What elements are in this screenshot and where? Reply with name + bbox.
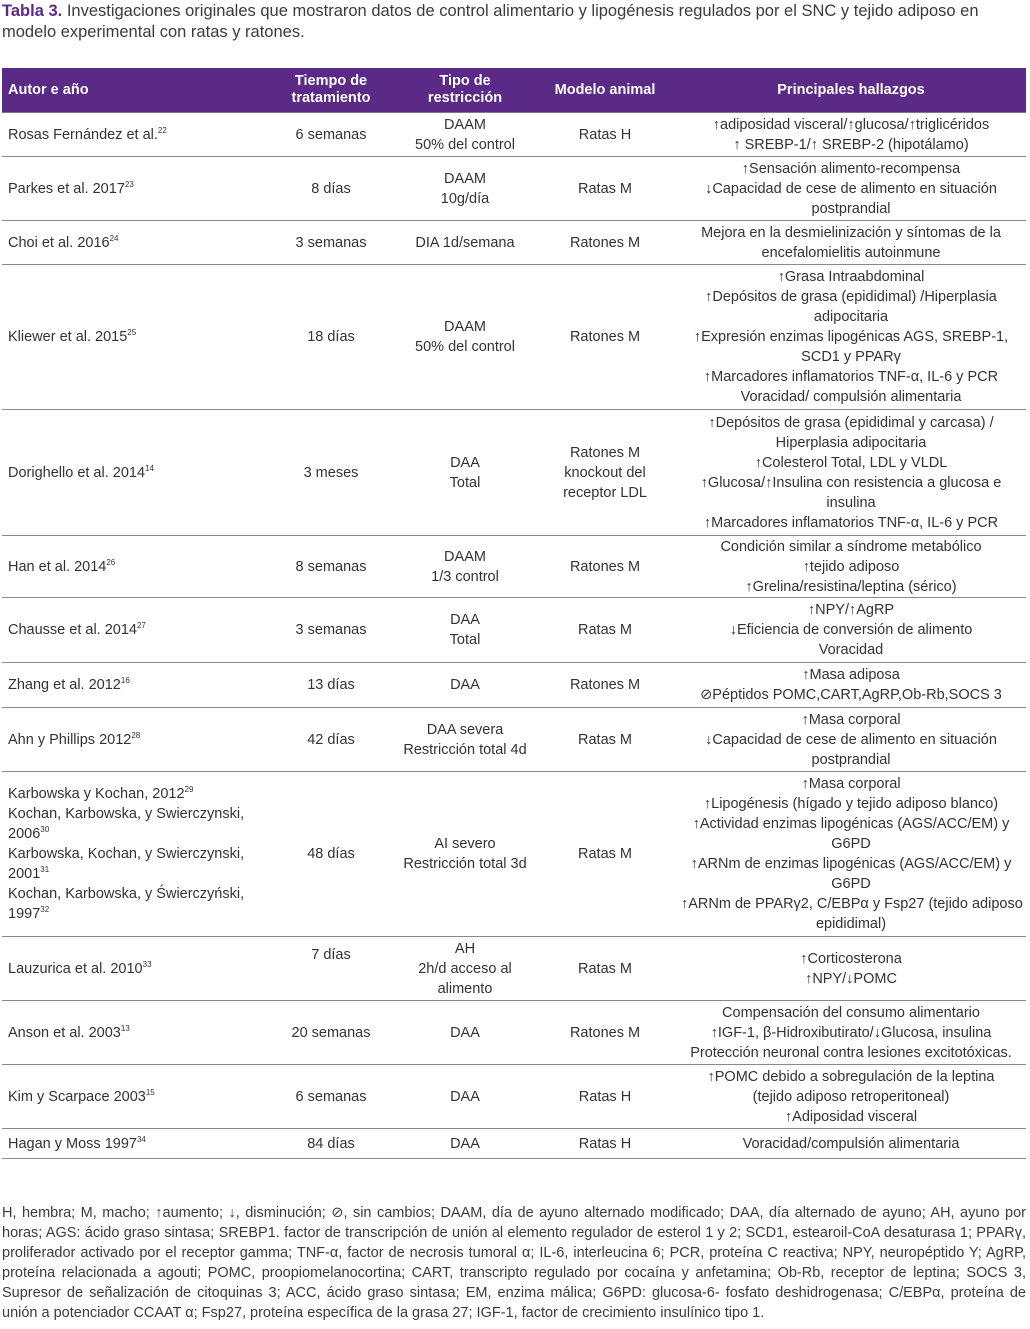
- cell-findings: [676, 663, 1026, 708]
- table-row: [2, 157, 1026, 221]
- cell-findings-line: ↑Adiposidad visceral: [784, 1108, 918, 1125]
- cell-findings-line: ↑Masa corporal: [801, 711, 901, 728]
- table-caption: [2, 1, 1026, 43]
- cell-model-line: Ratas M: [578, 846, 632, 862]
- table-body: [2, 113, 1026, 1159]
- cell-restriction-line: DAA: [450, 454, 480, 471]
- cell-restriction-line: DAA: [450, 1135, 480, 1152]
- author-name: Anson et al. 2003: [8, 1024, 121, 1041]
- cell-time: 20 semanas: [266, 1001, 396, 1065]
- reference-number: 13: [120, 1023, 130, 1033]
- cell-restriction-line: AI severo: [434, 836, 496, 852]
- table-row: [2, 598, 1026, 663]
- cell-findings-line: ↑Marcadores inflamatorios TNF-α, IL-6 y PCR: [703, 369, 999, 385]
- cell-model: [534, 937, 676, 1001]
- table-row: [2, 937, 1026, 1001]
- cell-findings-line: Compensación del consumo alimentario: [722, 1004, 980, 1021]
- reference-number: 24: [109, 233, 119, 243]
- cell-restriction-line: Total: [449, 474, 481, 491]
- cell-time: 13 días: [266, 663, 396, 708]
- cell-findings: [676, 157, 1026, 221]
- reference-number: 14: [145, 463, 154, 473]
- author-entry: [8, 730, 261, 750]
- header-findings: Principales hallazgos: [676, 68, 1026, 113]
- cell-time: 48 días: [266, 772, 396, 937]
- cell-restriction-line: Restricción total 4d: [403, 741, 527, 758]
- author-name: Chausse et al. 2014: [8, 622, 137, 638]
- cell-time: 3 meses: [266, 410, 396, 536]
- table-row: [2, 113, 1026, 157]
- cell-findings-line: ↑ SREBP-1/↑ SREBP-2 (hipotálamo): [733, 136, 969, 153]
- author-name: Kochan, Karbowska, y Świerczyński, 1997: [8, 886, 245, 922]
- author-name: Ahn y Phillips 2012: [8, 731, 132, 748]
- author-entry: [8, 327, 261, 347]
- cell-restriction: [396, 221, 534, 265]
- cell-findings-line: ↑Colesterol Total, LDL y VLDL: [754, 454, 948, 471]
- cell-findings-line: SCD1 y PPARγ: [801, 349, 901, 365]
- author-entry: [8, 1134, 261, 1154]
- cell-findings: [676, 1001, 1026, 1065]
- cell-model-line: Ratas M: [578, 180, 632, 197]
- cell-findings-line: ↓Capacidad de cese de alimento en situación: [705, 180, 997, 197]
- cell-findings-line: ↑Corticosterona: [800, 950, 902, 967]
- table-row: [2, 1065, 1026, 1129]
- author-entry: [8, 1087, 261, 1107]
- reference-number: 23: [124, 179, 134, 189]
- author-name: Lauzurica et al. 2010: [8, 960, 143, 977]
- cell-restriction: [396, 113, 534, 157]
- cell-author: [2, 265, 266, 410]
- cell-time: 8 semanas: [266, 536, 396, 598]
- reference-number: 32: [40, 905, 50, 914]
- cell-findings-line: Voracidad/compulsión alimentaria: [742, 1135, 960, 1152]
- cell-model: [534, 410, 676, 536]
- table-row: [2, 265, 1026, 410]
- cell-author: [2, 1065, 266, 1129]
- author-name: Parkes et al. 2017: [8, 180, 125, 197]
- cell-restriction: [396, 410, 534, 536]
- author-entry: [8, 557, 261, 577]
- cell-author: [2, 536, 266, 598]
- cell-restriction: [396, 1001, 534, 1065]
- cell-model: [534, 536, 676, 598]
- cell-restriction-line: 2h/d acceso al: [418, 960, 512, 977]
- table-label: Tabla 3.: [2, 2, 63, 20]
- header-restriction: Tipo de restricción: [396, 68, 534, 113]
- cell-findings-line: insulina: [826, 494, 876, 511]
- cell-findings-line: epididimal): [815, 916, 887, 932]
- cell-findings-line: ↑ARNm de enzimas lipogénicas (AGS/ACC/EM) y: [690, 856, 1012, 872]
- cell-findings: [676, 410, 1026, 536]
- author-entry: [8, 233, 261, 253]
- reference-number: 31: [40, 865, 50, 874]
- author-entry: [8, 179, 261, 199]
- cell-findings-line: Voracidad/ compulsión alimentaria: [740, 389, 962, 405]
- cell-restriction: [396, 1129, 534, 1159]
- cell-findings: [676, 598, 1026, 663]
- table-row: [2, 1001, 1026, 1065]
- cell-findings-line: postprandial: [811, 751, 891, 768]
- table-row: [2, 221, 1026, 265]
- cell-restriction-line: Restricción total 3d: [403, 856, 527, 872]
- cell-findings-line: ↑adiposidad visceral/↑glucosa/↑triglicéridos: [712, 116, 990, 133]
- cell-findings-line: ↑Depósitos de grasa (epididimal y carcasa) /: [708, 414, 994, 431]
- cell-restriction-line: DIA 1d/semana: [415, 234, 515, 251]
- cell-author: [2, 663, 266, 708]
- table-row: [2, 536, 1026, 598]
- cell-findings: [676, 265, 1026, 410]
- cell-model: [534, 157, 676, 221]
- cell-author: [2, 157, 266, 221]
- cell-restriction-line: DAA: [450, 1088, 480, 1105]
- cell-findings-line: ↑NPY/↑AgRP: [807, 602, 895, 618]
- reference-number: 27: [136, 621, 146, 630]
- cell-restriction: [396, 536, 534, 598]
- cell-model-line: Ratas H: [578, 126, 632, 143]
- cell-findings-line: ↑Masa adiposa: [802, 667, 900, 683]
- cell-findings-line: ↑ARNm de PPARγ2, C/EBPα y Fsp27 (tejido adiposo: [681, 896, 1023, 912]
- cell-restriction-line: 50% del control: [415, 339, 515, 355]
- cell-findings: [676, 221, 1026, 265]
- cell-findings-line: ↑NPY/↓POMC: [805, 970, 897, 987]
- cell-restriction-line: DAA severa: [426, 721, 504, 738]
- author-name: Karbowska y Kochan, 2012: [8, 786, 185, 802]
- reference-number: 25: [127, 328, 137, 337]
- cell-findings: [676, 708, 1026, 772]
- author-name: Kochan, Karbowska, y Swierczynski, 2006: [8, 806, 245, 842]
- cell-findings: [676, 937, 1026, 1001]
- cell-model: [534, 598, 676, 663]
- cell-author: [2, 937, 266, 1001]
- header-author: Autor e año: [2, 68, 266, 113]
- table-footnote: H, hembra; M, macho; ↑aumento; ↓, disminución; ⊘, sin cambios; DAAM, día de ayuno alternado modificado; DAA, día alternado de ayuno; AH, ayuno por horas; AGS: ácido graso sintasa; SREBP1. factor de transcripción de unión al elemento regulador de esterol 1 y 2; SCD1, estearoil-CoA desaturasa 1; PPARγ, proliferador activado por el receptor gamma; TNF-α, factor de necrosis tumoral α; IL-6, interleucina 6; PCR, proteína C reactiva; NPY, neuropéptido Y; AgRP, proteína relacionada a agouti; POMC, proopiomelanocortina; CART, transcripto regulado por cocaína y anfetamina; Ob-Rb, receptor de leptina; SOCS 3, Supresor de señalización de citoquinas 3; ACC, ácido graso sintasa; EM, enzima málica; G6PD: glucosa-6- fosfato deshidrogenasa; C/EBPα, proteína de unión a potenciador CCAAT α; Fsp27, proteína específica de la grasa 27; IGF-1, factor de crecimiento insulínico tipo 1.: [2, 1205, 1026, 1321]
- author-entry: [8, 784, 261, 804]
- cell-findings-line: (tejido adiposo retroperitoneal): [752, 1088, 950, 1105]
- cell-findings-line: ↑POMC debido a sobregulación de la leptina: [707, 1068, 995, 1085]
- cell-model-line: Ratones M: [569, 234, 641, 251]
- table-row: [2, 663, 1026, 708]
- header-time-line: Tiempo de: [294, 73, 368, 89]
- author-name: Hagan y Moss 1997: [8, 1135, 137, 1152]
- cell-model: [534, 1001, 676, 1065]
- author-entry: [8, 959, 261, 979]
- author-name: Han et al. 2014: [8, 558, 107, 575]
- cell-findings-line: ↑Marcadores inflamatorios TNF-α, IL-6 y PCR: [703, 514, 999, 531]
- cell-findings-line: ⊘Péptidos POMC,CART,AgRP,Ob-Rb,SOCS 3: [700, 687, 1002, 703]
- cell-findings: [676, 536, 1026, 598]
- cell-model-line: Ratas H: [578, 1135, 632, 1152]
- reference-number: 29: [184, 785, 194, 794]
- author-entry: [8, 620, 261, 640]
- cell-restriction-line: alimento: [437, 980, 493, 997]
- cell-findings-line: Condición similar a síndrome metabólico: [720, 538, 982, 555]
- cell-findings-line: ↑Sensación alimento-recompensa: [741, 160, 961, 177]
- header-time: [266, 68, 396, 113]
- cell-restriction-line: 50% del control: [415, 136, 515, 153]
- cell-findings: [676, 113, 1026, 157]
- reference-number: 26: [106, 557, 116, 567]
- cell-restriction: [396, 772, 534, 937]
- cell-time: 18 días: [266, 265, 396, 410]
- header-model: Modelo animal: [534, 68, 676, 113]
- cell-restriction-line: DAAM: [444, 319, 486, 335]
- reference-number: 16: [120, 676, 130, 685]
- cell-time: 6 semanas: [266, 1065, 396, 1129]
- cell-findings-line: ↑Lipogénesis (hígado y tejido adiposo blanco): [703, 796, 999, 812]
- cell-findings-line: Mejora en la desmielinización y síntomas de la: [701, 224, 1001, 241]
- cell-restriction: [396, 663, 534, 708]
- author-entry: [8, 804, 261, 844]
- cell-findings-line: Hiperplasia adipocitaria: [775, 434, 927, 451]
- cell-author: [2, 1001, 266, 1065]
- cell-model-line: receptor LDL: [563, 484, 647, 501]
- cell-findings-line: ↓Capacidad de cese de alimento en situación: [705, 731, 997, 748]
- studies-table: [2, 68, 1026, 1159]
- cell-time: 6 semanas: [266, 113, 396, 157]
- cell-time: 3 semanas: [266, 598, 396, 663]
- cell-restriction-line: 10g/día: [440, 190, 490, 207]
- cell-findings-line: G6PD: [831, 876, 871, 892]
- author-entry: [8, 675, 261, 695]
- cell-findings-line: encefalomielitis autoinmune: [761, 244, 941, 261]
- author-entry: [8, 844, 261, 884]
- cell-model-line: Ratas M: [578, 622, 632, 638]
- cell-author: [2, 410, 266, 536]
- cell-model-line: Ratones M: [569, 558, 641, 575]
- author-name: Kim y Scarpace 2003: [8, 1088, 146, 1105]
- cell-model-line: Ratones M: [569, 444, 641, 461]
- cell-model-line: Ratones M: [569, 677, 641, 693]
- cell-restriction-line: DAAM: [444, 116, 486, 133]
- cell-findings: [676, 772, 1026, 937]
- table-header-row: [2, 68, 1026, 113]
- cell-findings-line: G6PD: [831, 836, 871, 852]
- reference-number: 30: [40, 825, 50, 834]
- cell-time: 7 días: [266, 937, 396, 1001]
- cell-model: [534, 708, 676, 772]
- cell-restriction: [396, 598, 534, 663]
- cell-model-line: Ratones M: [569, 1024, 641, 1041]
- reference-number: 28: [131, 730, 141, 740]
- cell-restriction-line: DAAM: [444, 170, 486, 187]
- author-name: Karbowska, Kochan, y Swierczynski, 2001: [8, 846, 245, 882]
- author-entry: [8, 884, 261, 924]
- cell-time: 3 semanas: [266, 221, 396, 265]
- cell-model: [534, 113, 676, 157]
- cell-findings-line: adipocitaria: [813, 309, 889, 325]
- table-caption-text: Investigaciones originales que mostraron datos de control alimentario y lipogénesis regulados por el SNC y tejido adiposo en modelo experimental con ratas y ratones.: [2, 2, 979, 41]
- cell-restriction: [396, 937, 534, 1001]
- cell-findings-line: ↑tejido adiposo: [802, 558, 900, 575]
- cell-findings-line: ↑Glucosa/↑Insulina con resistencia a glucosa e: [700, 474, 1002, 491]
- author-entry: [8, 463, 261, 483]
- cell-findings: [676, 1065, 1026, 1129]
- cell-findings-line: ↑Grasa Intraabdominal: [777, 269, 925, 285]
- cell-model: [534, 221, 676, 265]
- cell-author: [2, 772, 266, 937]
- cell-restriction-line: Total: [449, 632, 481, 648]
- cell-restriction-line: AH: [454, 940, 476, 957]
- cell-author: [2, 221, 266, 265]
- table-row: [2, 1129, 1026, 1159]
- table-row: [2, 708, 1026, 772]
- author-name: Rosas Fernández et al.: [8, 126, 158, 143]
- cell-restriction-line: DAAM: [444, 548, 486, 565]
- cell-time: 42 días: [266, 708, 396, 772]
- cell-author: [2, 708, 266, 772]
- cell-restriction: [396, 1065, 534, 1129]
- cell-findings-line: postprandial: [811, 200, 891, 217]
- cell-restriction: [396, 265, 534, 410]
- author-name: Kliewer et al. 2015: [8, 329, 128, 345]
- reference-number: 33: [142, 959, 152, 969]
- cell-findings-line: ↑Expresión enzimas lipogénicas AGS, SREBP-1,: [693, 329, 1009, 345]
- cell-model: [534, 772, 676, 937]
- cell-findings-line: ↓Eficiencia de conversión de alimento: [729, 622, 973, 638]
- cell-findings-line: Voracidad: [818, 642, 884, 658]
- cell-restriction-line: 1/3 control: [431, 568, 499, 585]
- cell-findings-line: ↑IGF-1, β-Hidroxibutirato/↓Glucosa, insulina: [710, 1024, 992, 1041]
- cell-model-line: Ratas M: [578, 731, 632, 748]
- cell-findings-line: ↑Masa corporal: [801, 776, 901, 792]
- table-row: [2, 410, 1026, 536]
- cell-author: [2, 598, 266, 663]
- author-name: Zhang et al. 2012: [8, 677, 121, 693]
- reference-number: 15: [145, 1087, 155, 1097]
- header-time-line: tratamiento: [291, 90, 371, 106]
- cell-model: [534, 1129, 676, 1159]
- cell-model: [534, 1065, 676, 1129]
- cell-restriction-line: DAA: [450, 677, 480, 693]
- cell-model-line: Ratas H: [578, 1088, 632, 1105]
- author-name: Choi et al. 2016: [8, 234, 110, 251]
- cell-restriction-line: DAA: [450, 612, 480, 628]
- table-row: [2, 772, 1026, 937]
- cell-model: [534, 663, 676, 708]
- cell-findings: [676, 1129, 1026, 1159]
- cell-time: 8 días: [266, 157, 396, 221]
- author-name: Dorighello et al. 2014: [8, 464, 146, 481]
- cell-restriction: [396, 708, 534, 772]
- cell-model-line: Ratones M: [569, 329, 641, 345]
- cell-findings-line: Protección neuronal contra lesiones excitotóxicas.: [690, 1044, 1012, 1061]
- author-entry: [8, 125, 261, 145]
- cell-findings-line: ↑Depósitos de grasa (epididimal) /Hiperplasia: [705, 289, 997, 305]
- cell-findings-line: ↑Actividad enzimas lipogénicas (AGS/ACC/EM) y: [692, 816, 1010, 832]
- author-entry: [8, 1023, 261, 1043]
- reference-number: 22: [157, 125, 167, 135]
- cell-model-line: Ratas M: [578, 960, 632, 977]
- cell-time: 84 días: [266, 1129, 396, 1159]
- cell-findings-line: ↑Grelina/resistina/leptina (sérico): [745, 578, 957, 595]
- cell-author: [2, 1129, 266, 1159]
- cell-restriction-line: DAA: [450, 1024, 480, 1041]
- cell-model-line: knockout del: [564, 464, 646, 481]
- reference-number: 34: [136, 1134, 146, 1144]
- cell-author: [2, 113, 266, 157]
- cell-restriction: [396, 157, 534, 221]
- cell-model: [534, 265, 676, 410]
